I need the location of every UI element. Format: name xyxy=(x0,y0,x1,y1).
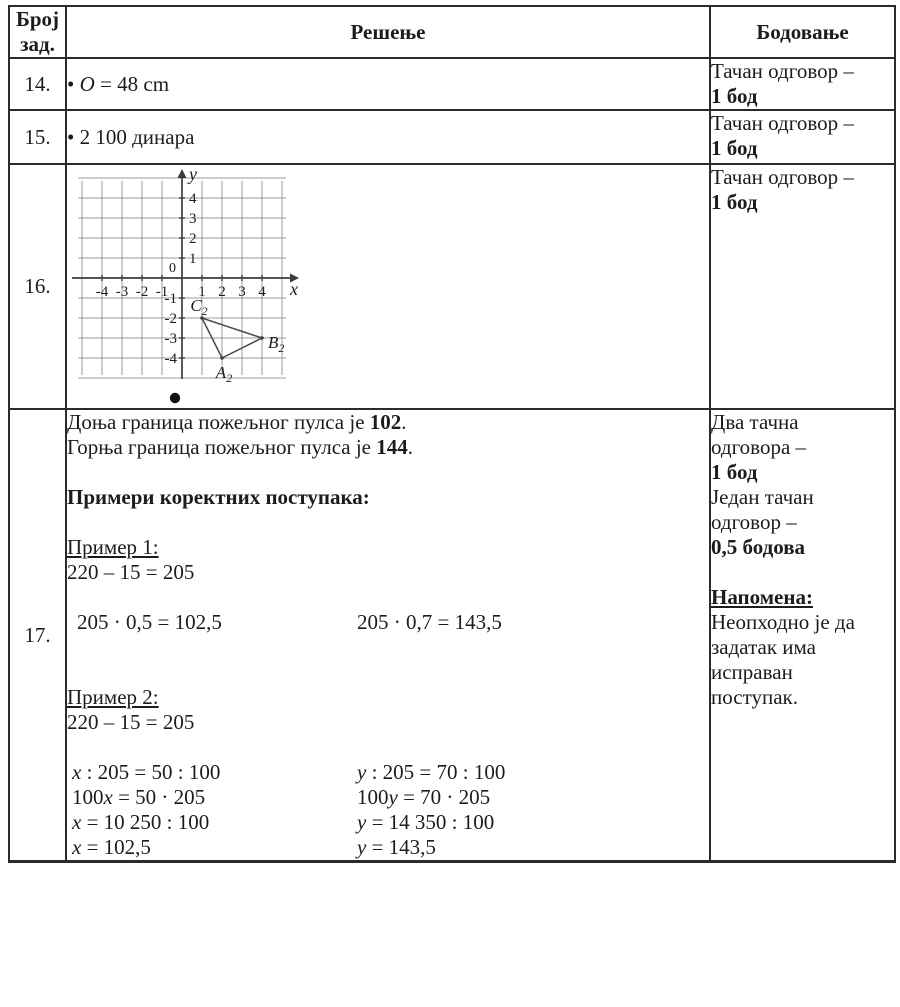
text-segment: Доња граница пожељног пулса је xyxy=(67,410,370,434)
svg-text:-2: -2 xyxy=(164,311,177,327)
solution-14 xyxy=(66,58,710,110)
text-segment: 1 бод xyxy=(711,136,758,160)
solution-15 xyxy=(66,110,710,164)
proportion-x-column xyxy=(67,760,352,860)
svg-text:4: 4 xyxy=(258,284,266,300)
text-line xyxy=(67,735,709,760)
text-segment: Пример 2: xyxy=(67,685,159,709)
text-segment: 220 – 15 = 205 xyxy=(67,560,195,584)
text-line xyxy=(72,835,352,860)
text-segment: = 14 350 : 100 xyxy=(366,810,495,834)
scoring-14 xyxy=(710,58,895,110)
text-segment: = 143,5 xyxy=(366,835,436,859)
text-segment: x xyxy=(72,760,82,784)
product-lower-bound xyxy=(67,610,352,635)
text-segment: • xyxy=(67,71,80,96)
solution-17-example1-products xyxy=(67,610,709,635)
axis-ticks xyxy=(96,191,267,367)
text-segment: 205 · 0,5 = 102,5 xyxy=(77,610,222,634)
text-line xyxy=(67,660,709,685)
text-segment: поступак. xyxy=(711,685,798,709)
text-segment: Пример 1: xyxy=(67,535,159,559)
text-line xyxy=(711,165,894,190)
text-segment: . xyxy=(407,435,414,459)
svg-text:1: 1 xyxy=(198,284,206,300)
text-segment: y xyxy=(388,785,398,809)
vertex-label-C2: $C_2$ xyxy=(190,296,208,318)
text-line xyxy=(357,760,505,785)
coordinate-plane-figure xyxy=(71,166,331,406)
header-scoring: Бодовање xyxy=(710,6,895,58)
triangle-A2B2C2 xyxy=(190,296,284,385)
svg-text:-1: -1 xyxy=(155,284,169,300)
text-line xyxy=(711,111,894,136)
text-segment: = 70 · 205 xyxy=(397,785,491,809)
svg-text:3: 3 xyxy=(238,284,246,300)
solution-bullet xyxy=(170,393,180,403)
scoring-17 xyxy=(710,409,895,862)
text-segment: : 205 = 50 : 100 xyxy=(81,760,221,784)
text-line xyxy=(357,785,505,810)
text-line xyxy=(67,435,709,460)
solution-16 xyxy=(66,164,710,409)
text-segment: исправан xyxy=(711,660,793,684)
text-line xyxy=(711,435,894,460)
text-line xyxy=(711,59,894,84)
scoring-15 xyxy=(710,110,895,164)
text-segment: 0,5 бодова xyxy=(711,535,806,559)
text-segment: x xyxy=(72,835,82,859)
product-upper-bound xyxy=(352,610,502,635)
answer-key-table xyxy=(8,5,896,863)
problem-number-14: 14. xyxy=(9,58,66,110)
text-line xyxy=(711,510,894,535)
problem-number-16: 16. xyxy=(9,164,66,409)
text-line xyxy=(711,685,894,710)
svg-text:3: 3 xyxy=(189,211,197,227)
text-segment: = 10 250 : 100 xyxy=(81,810,210,834)
vertex-point-B xyxy=(260,336,264,340)
vertex-label-B2: $B_2$ xyxy=(268,333,285,355)
text-line xyxy=(711,610,894,635)
proportion-y-column xyxy=(352,760,505,860)
text-line xyxy=(711,485,894,510)
text-line xyxy=(67,710,709,735)
svg-text:4: 4 xyxy=(189,191,197,207)
header-problem-number-line1: Број xyxy=(15,7,60,31)
text-line xyxy=(67,485,709,510)
text-line xyxy=(67,560,709,585)
text-line xyxy=(711,535,894,560)
text-line xyxy=(711,190,894,215)
text-line xyxy=(67,535,709,560)
svg-text:-3: -3 xyxy=(164,331,177,347)
text-segment: x xyxy=(103,785,113,809)
y-axis-label: y xyxy=(189,166,197,184)
text-line xyxy=(711,585,894,610)
text-segment: 220 – 15 = 205 xyxy=(67,710,195,734)
svg-text:1: 1 xyxy=(189,251,197,267)
text-segment: x xyxy=(72,810,82,834)
solution-17-proportions xyxy=(67,760,709,860)
text-segment: 100 xyxy=(357,785,389,809)
text-line xyxy=(72,785,352,810)
svg-text:-3: -3 xyxy=(115,284,129,300)
text-segment: : 205 = 70 : 100 xyxy=(366,760,506,784)
text-line xyxy=(72,810,352,835)
text-segment: 144 xyxy=(376,435,408,459)
table-row-16 xyxy=(9,164,895,409)
text-segment: Напомена: xyxy=(711,585,813,609)
table-header-row xyxy=(9,6,895,58)
text-segment: задатак има xyxy=(711,635,816,659)
text-segment: 1 бод xyxy=(711,460,758,484)
svg-text:2: 2 xyxy=(218,284,226,300)
header-solution: Решење xyxy=(66,6,710,58)
text-segment: 102 xyxy=(369,410,402,434)
scoring-16 xyxy=(710,164,895,409)
svg-text:-4: -4 xyxy=(164,351,177,367)
text-segment: . xyxy=(401,410,407,434)
text-segment: 1 бод xyxy=(711,190,758,214)
svg-text:-1: -1 xyxy=(164,291,177,307)
text-line xyxy=(711,560,894,585)
solution-17-intro xyxy=(67,410,709,610)
text-segment: y xyxy=(357,810,367,834)
text-line xyxy=(711,660,894,685)
text-segment: одговор – xyxy=(711,510,797,534)
svg-text:-4: -4 xyxy=(95,284,109,300)
solution-17 xyxy=(66,409,710,862)
table-row-17 xyxy=(9,409,895,862)
text-segment: 205 · 0,7 = 143,5 xyxy=(357,610,502,634)
problem-number-17: 17. xyxy=(9,409,66,862)
text-segment: 1 бод xyxy=(711,84,758,108)
table-row-14 xyxy=(9,58,895,110)
text-line xyxy=(67,460,709,485)
text-line xyxy=(711,84,894,109)
solution-17-example2-head xyxy=(67,635,709,760)
text-segment: y xyxy=(357,760,367,784)
text-line xyxy=(711,635,894,660)
text-segment: y xyxy=(357,835,367,859)
text-line xyxy=(67,510,709,535)
text-segment: Тачан одговор – xyxy=(711,165,854,189)
text-segment: = 48 cm xyxy=(94,71,170,96)
text-line xyxy=(711,460,894,485)
text-segment: Тачан одговор – xyxy=(711,59,854,83)
text-segment: = 50 · 205 xyxy=(112,785,206,809)
text-line xyxy=(711,410,894,435)
text-segment: Примери коректних поступака: xyxy=(67,485,370,509)
text-line xyxy=(67,635,709,660)
header-problem-number xyxy=(9,6,66,58)
origin-label: 0 xyxy=(169,261,176,276)
text-segment: Два тачна xyxy=(711,410,799,434)
vertex-point-A xyxy=(220,356,224,360)
text-segment: Један тачан xyxy=(711,485,814,509)
text-line xyxy=(357,810,505,835)
text-segment: Неопходно је да xyxy=(711,610,855,634)
svg-text:-2: -2 xyxy=(135,284,149,300)
text-segment: • 2 100 динара xyxy=(67,124,195,149)
text-segment: Тачан одговор – xyxy=(711,111,854,135)
text-line xyxy=(67,410,709,435)
text-line xyxy=(711,136,894,161)
problem-number-15: 15. xyxy=(9,110,66,164)
text-segment: 100 xyxy=(72,785,104,809)
table-row-15 xyxy=(9,110,895,164)
x-axis-label: x xyxy=(290,279,298,299)
text-segment: = 102,5 xyxy=(81,835,151,859)
text-segment: одговора – xyxy=(711,435,807,459)
text-segment: O xyxy=(79,71,95,96)
text-line xyxy=(67,685,709,710)
vertex-label-A2: $A_2$ xyxy=(215,363,233,385)
text-line xyxy=(72,760,352,785)
text-segment: Горња граница пожељног пулса је xyxy=(67,435,377,459)
text-line xyxy=(357,835,505,860)
header-problem-number-line2: зад. xyxy=(20,32,55,56)
svg-text:2: 2 xyxy=(189,231,197,247)
text-line xyxy=(67,585,709,610)
